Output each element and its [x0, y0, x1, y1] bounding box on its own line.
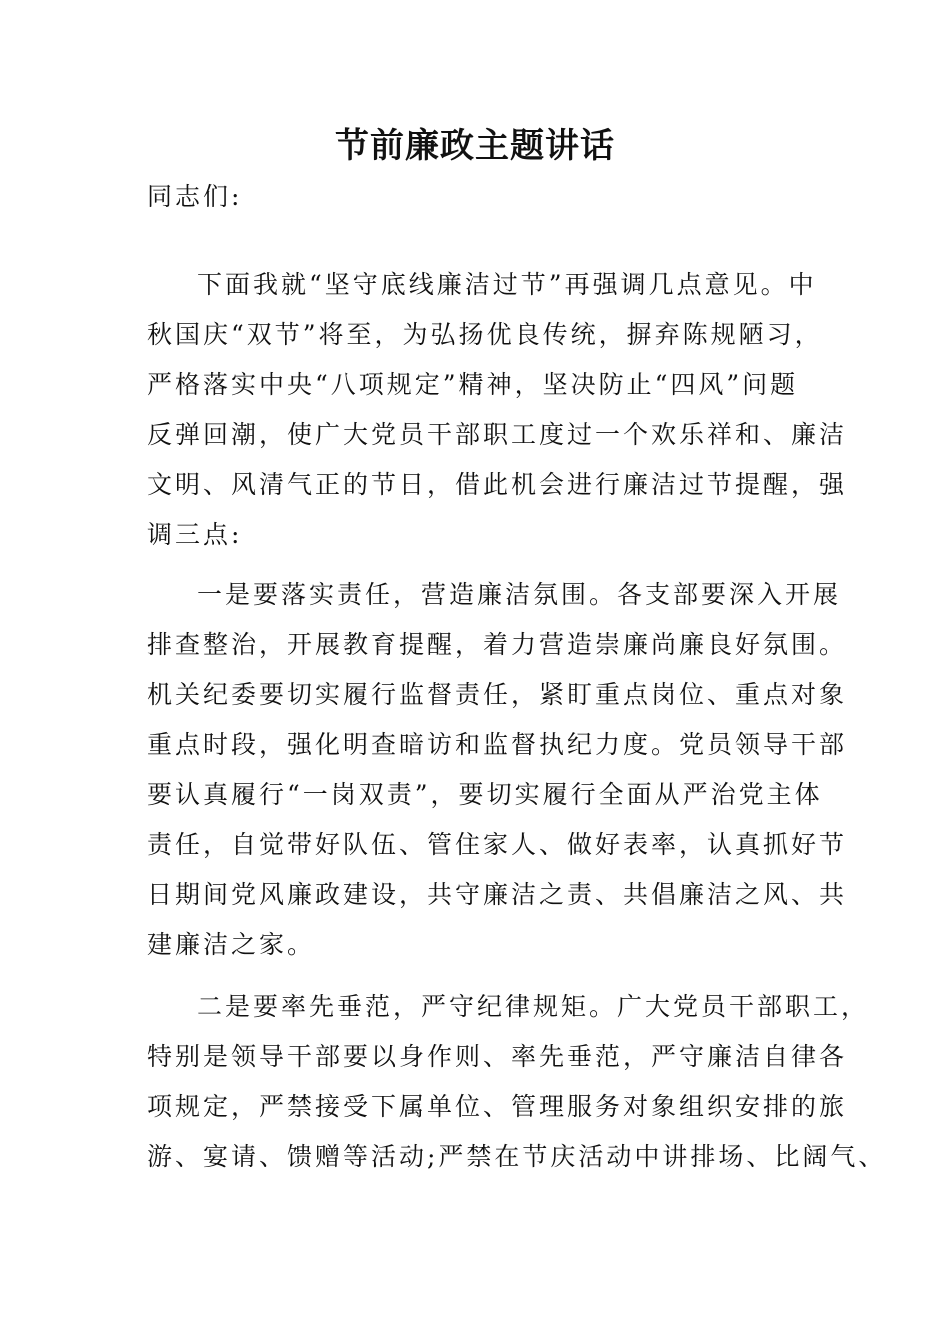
- paragraph-line: 游、宴请、馈赠等活动;严禁在节庆活动中讲排场、比阔气、: [147, 1142, 887, 1171]
- paragraph-line: 文明、风清气正的节日，借此机会进行廉洁过节提醒，强: [147, 470, 848, 499]
- paragraph-line: 反弹回潮，使广大党员干部职工度过一个欢乐祥和、廉洁: [147, 420, 848, 449]
- paragraph-line: 下面我就“坚守底线廉洁过节”再强调几点意见。中: [197, 270, 817, 299]
- paragraph-line: 日期间党风廉政建设，共守廉洁之责、共倡廉洁之风、共: [147, 880, 848, 909]
- paragraph-line: 排查整治，开展教育提醒，着力营造崇廉尚廉良好氛围。: [147, 630, 848, 659]
- paragraph-2: [147, 570, 848, 970]
- salutation: 同志们:: [147, 182, 243, 211]
- paragraph-line: 二是要率先垂范，严守纪律规矩。广大党员干部职工，: [197, 992, 870, 1021]
- paragraph-line: 责任，自觉带好队伍、管住家人、做好表率，认真抓好节: [147, 830, 848, 859]
- paragraph-line: 严格落实中央“八项规定”精神，坚决防止“四风”问题: [147, 370, 799, 399]
- paragraph-line: 项规定，严禁接受下属单位、管理服务对象组织安排的旅: [147, 1092, 848, 1121]
- paragraph-line: 机关纪委要切实履行监督责任，紧盯重点岗位、重点对象: [147, 680, 848, 709]
- paragraph-line: 一是要落实责任，营造廉洁氛围。各支部要深入开展: [197, 580, 842, 609]
- paragraph-line: 建廉洁之家。: [147, 930, 316, 959]
- paragraph-1: [147, 260, 848, 560]
- page-title: 节前廉政主题讲话: [335, 126, 615, 166]
- paragraph-3: [147, 982, 887, 1182]
- paragraph-line: 特别是领导干部要以身作则、率先垂范，严守廉洁自律各: [147, 1042, 848, 1071]
- paragraph-line: 要认真履行“一岗双责”，要切实履行全面从严治党主体: [147, 780, 823, 809]
- paragraph-line: 调三点:: [147, 520, 243, 549]
- paragraph-line: 秋国庆“双节”将至，为弘扬优良传统，摒弃陈规陋习，: [147, 320, 823, 349]
- paragraph-line: 重点时段，强化明查暗访和监督执纪力度。党员领导干部: [147, 730, 848, 759]
